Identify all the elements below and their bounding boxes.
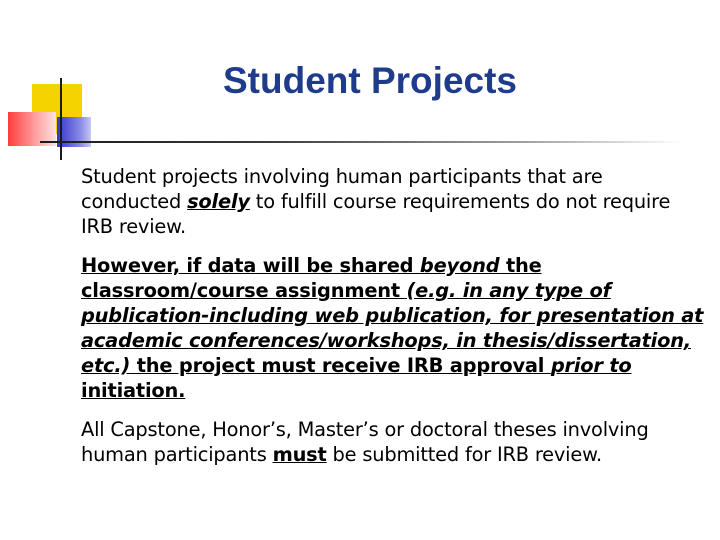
p3-text-a: All Capstone, Honor’s, Master’s or doctoral theses involving human participants <box>81 418 649 466</box>
p1-emphasis-solely: solely <box>187 190 250 213</box>
slide-title: Student Projects <box>223 60 517 101</box>
slide-body <box>81 164 706 481</box>
paragraph-shared-data <box>81 253 706 403</box>
p2-emphasis-prior-to: prior to <box>550 354 632 377</box>
p2-period: . <box>178 379 186 402</box>
p1-text-c: to fulfill course requirements do not require IRB review. <box>81 190 671 238</box>
p2-text-e: the project must receive IRB approval <box>130 354 551 377</box>
p2-text-c: the classroom/course assignment <box>81 254 542 302</box>
paragraph-course-projects <box>81 164 706 239</box>
p3-emphasis-must: must <box>272 443 327 466</box>
p2-emphasis-beyond: beyond <box>419 254 500 277</box>
p2-examples: (e.g. in any type of publication-including web publication, for presentation at academic conferences/workshops, in thesis/dissertation, etc.) <box>81 279 704 377</box>
paragraph-theses <box>81 417 706 467</box>
p2-text-g: initiation <box>81 379 179 402</box>
decor-horizontal-line <box>40 141 685 143</box>
p3-text-c: be submitted for IRB review. <box>326 443 602 466</box>
p1-text-a: Student projects involving human participants that are conducted <box>81 165 603 213</box>
p2-text-a: However, if data will be shared <box>81 254 420 277</box>
